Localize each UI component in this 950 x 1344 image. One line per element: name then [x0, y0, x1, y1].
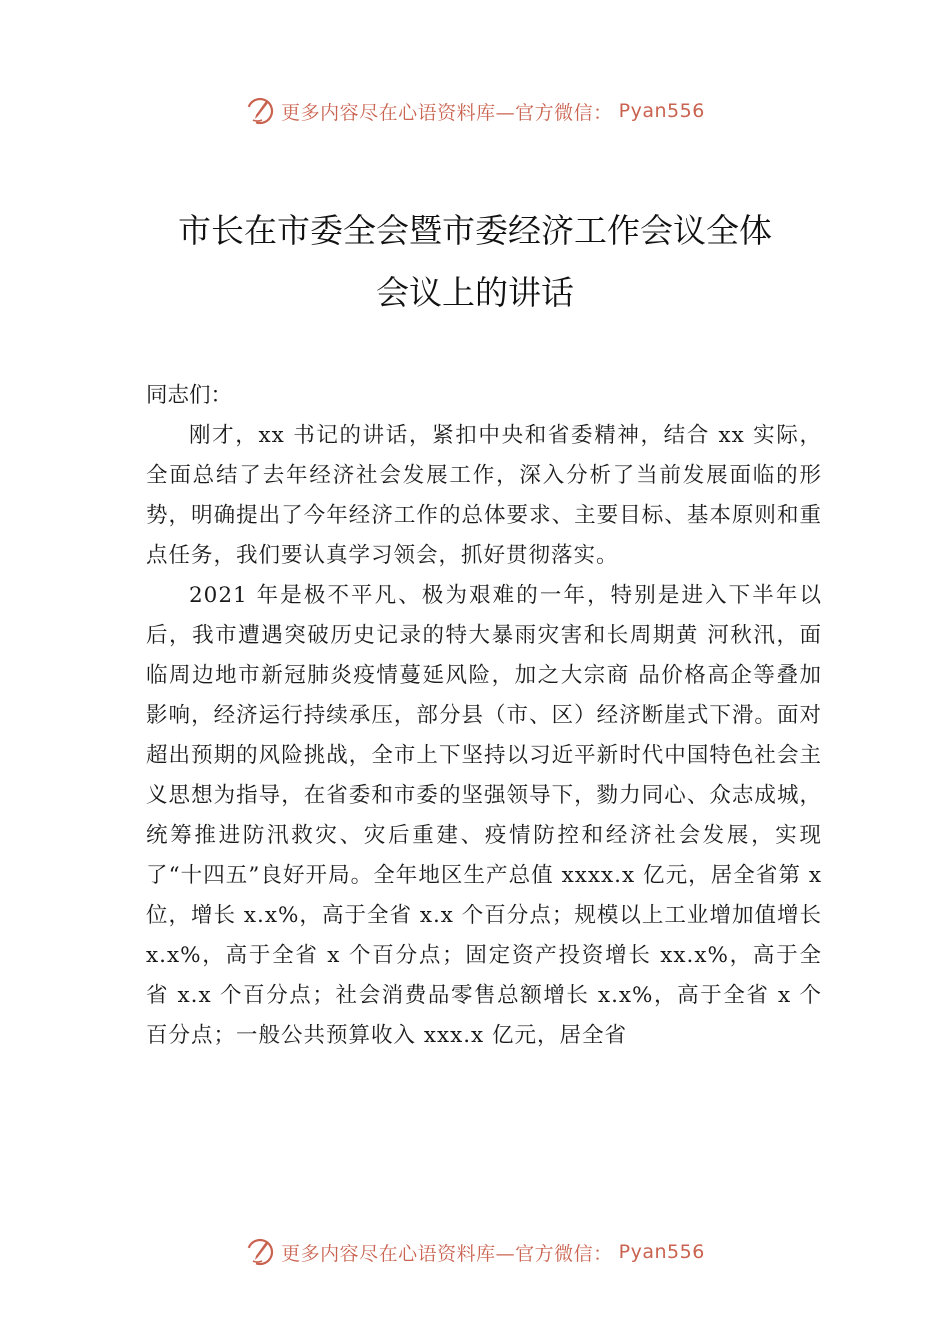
- title-line-2: 会议上的讲话: [376, 273, 574, 312]
- watermark-text: 更多内容尽在心语资料库—官方微信：: [281, 101, 613, 124]
- document-title: [0, 200, 950, 324]
- watermark-text: 更多内容尽在心语资料库—官方微信：: [281, 1242, 613, 1265]
- watermark-wechat-id: Pyan556: [618, 100, 705, 122]
- quill-pen-logo-icon: [245, 1237, 275, 1267]
- salutation: 同志们：: [146, 383, 233, 408]
- watermark-header: [0, 96, 950, 126]
- paragraph-2: 2021 年是极不平凡、极为艰难的一年，特别是进入下半年以后，我市遭遇突破历史记录的特大暴雨灾害和长周期黄 河秋汛，面临周边地市新冠肺炎疫情蔓延风险，加之大宗商 品价格高企等叠加影响，经济运行持续承压，部分县（市、区）经济断崖式下滑。面对超出预期的风险挑战，全市上下坚持以习近平新时代中国特色社会主义思想为指导，在省委和市委的坚强领导下，勠力同心、众志成城，统筹推进防汛救灾、灾后重建、疫情防控和经济社会发展，实现了“十四五”良好开局。全年地区生产总值 xxxx.x 亿元，居全省第 x 位，增长 x.x%，高于全省 x.x 个百分点；规模以上工业增加值增长 x.x%，高于全省 x 个百分点；固定资产投资增长 xx.x%，高于全省 x.x 个百分点；社会消费品零售总额增长 x.x%，高于全省 x 个百分点；一般公共预算收入 xxx.x 亿元，居全省: [146, 583, 822, 1048]
- paragraph-1: 刚才，xx 书记的讲话，紧扣中央和省委精神，结合 xx 实际，全面总结了去年经济社会发展工作，深入分析了当前发展面临的形势，明确提出了今年经济工作的总体要求、主要目标、基本原则和重点任务，我们要认真学习领会，抓好贯彻落实。: [146, 423, 822, 568]
- watermark-wechat-id: Pyan556: [618, 1241, 705, 1263]
- watermark-footer: [0, 1237, 950, 1267]
- title-line-1: 市长在市委全会暨市委经济工作会议全体: [178, 211, 772, 250]
- quill-pen-logo-icon: [245, 96, 275, 126]
- document-body: [146, 376, 822, 1056]
